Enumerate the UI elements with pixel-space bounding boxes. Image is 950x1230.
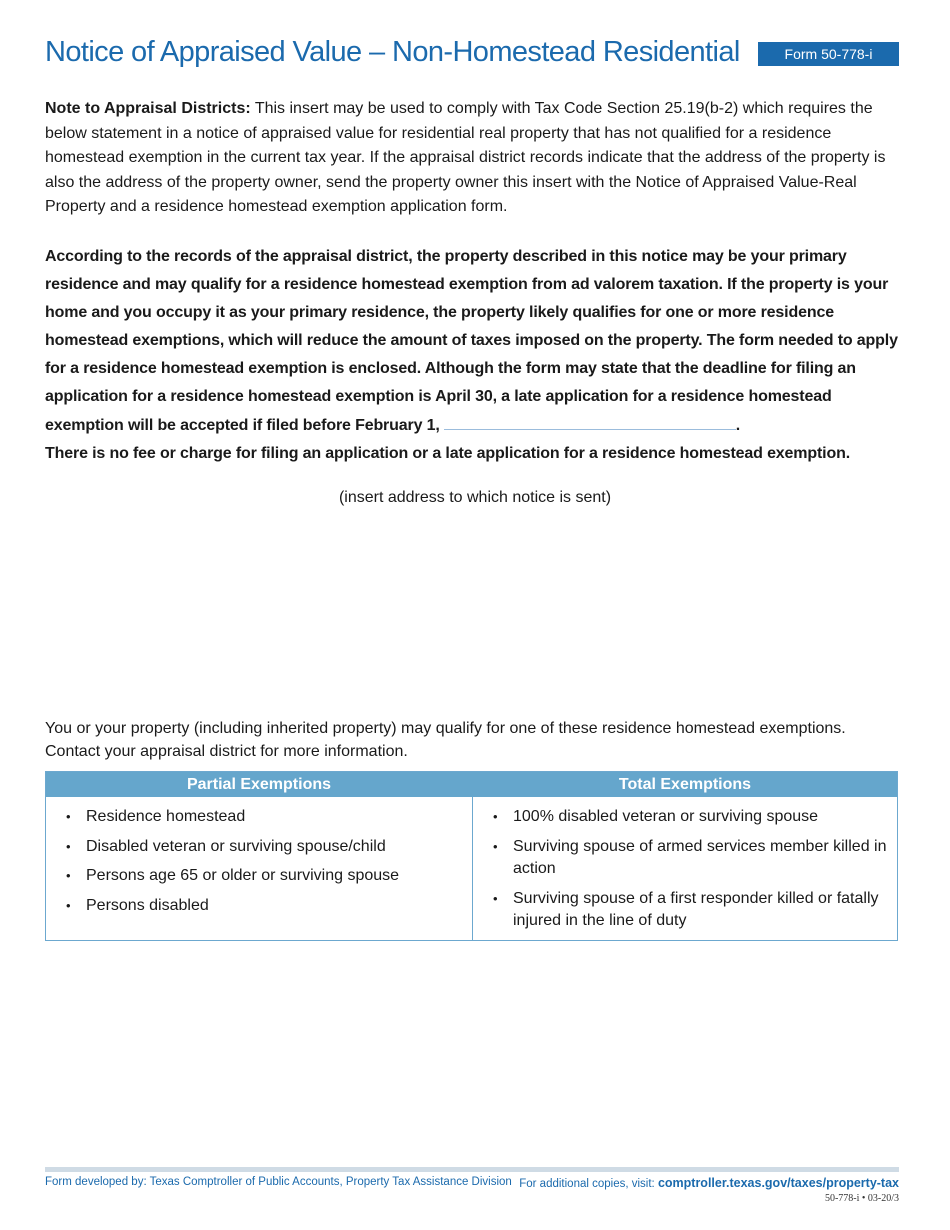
list-item-text: Persons disabled [86,896,209,914]
footer-form-code: 50-778-i • 03-20/3 [824,1193,899,1204]
bullet-icon: • [493,809,498,824]
exemptions-table-header [46,772,897,797]
list-item [46,806,466,828]
partial-exemptions-list [46,806,466,924]
total-exemptions-list [473,806,893,940]
list-item-text: Surviving spouse of armed services member killed in action [513,838,887,877]
address-placeholder: (insert address to which notice is sent) [338,489,612,506]
year-blank-field[interactable] [444,411,736,430]
footer-copies-link[interactable]: comptroller.texas.gov/taxes/property-tax [657,1176,899,1190]
list-item-text: Disabled veteran or surviving spouse/child [86,837,386,855]
bullet-icon: • [66,897,71,913]
note-label: Note to Appraisal Districts: [45,100,251,117]
list-item [473,806,893,828]
footer-copies [519,1176,899,1190]
list-item [46,836,466,858]
bullet-icon: • [66,868,71,883]
bullet-icon: • [66,838,71,854]
list-item [46,865,466,887]
list-item-text: Surviving spouse of a first responder killed or fatally injured in the line of duty [513,890,879,929]
list-item-text: Persons age 65 or older or surviving spouse [86,867,400,884]
footer-copies-text: For additional copies, visit: [519,1178,658,1190]
partial-exemptions-header: Partial Exemptions [186,776,332,793]
bullet-icon: • [493,891,498,906]
footer-developed-by: Form developed by: Texas Comptroller of Public Accounts, Property Tax Assistance Division [45,1176,512,1188]
bullet-icon: • [493,839,498,854]
exemptions-intro: You or your property (including inherited property) may qualify for one of these residence homestead exemptions. Contact your appraisal district for more information. [45,720,846,760]
page-title: Notice of Appraised Value – Non-Homestead Residential [45,36,740,68]
note-text: This insert may be used to comply with Tax Code Section 25.19(b-2) which requires the below statement in a notice of appraised value for residential real property that has not qualified for a residence homestead exemption in the current tax year. If the appraisal district records indicate that the address of the property is also the address of the property owner, send the property owner this insert with the Notice of Appraised Value-Real Property and a residence homestead exemption application form. [45,100,886,216]
statement-part2: There is no fee or charge for filing an application or a late application for a residence homestead exemption. [45,445,851,462]
note-to-appraisal-districts [45,97,905,220]
list-item-text: Residence homestead [86,808,246,825]
statement-part1: According to the records of the appraisal district, the property described in this notice may be your primary residence and may qualify for a residence homestead exemption from ad valorem taxation. If the property is your home and you occupy it as your primary residence, the property likely qualifies for one or more residence homestead exemptions, which will reduce the amount of taxes imposed on the property. The form needed to apply for a residence homestead exemption is enclosed. Although the form may state that the deadline for filing an application for a residence homestead exemption is April 30, a late application for a residence homestead exemption will be accepted if filed before February 1, [45,248,898,434]
list-item [46,895,466,917]
statement-period: . [735,417,740,434]
list-item [473,836,893,880]
list-item [473,888,893,932]
list-item-text: 100% disabled veteran or surviving spouse [513,808,819,825]
form-number-badge: Form 50-778-i [758,42,899,66]
total-exemptions-header: Total Exemptions [618,776,752,793]
exemptions-table [45,771,898,941]
footer-divider [45,1167,899,1172]
homestead-statement [45,243,905,468]
bullet-icon: • [66,809,71,824]
